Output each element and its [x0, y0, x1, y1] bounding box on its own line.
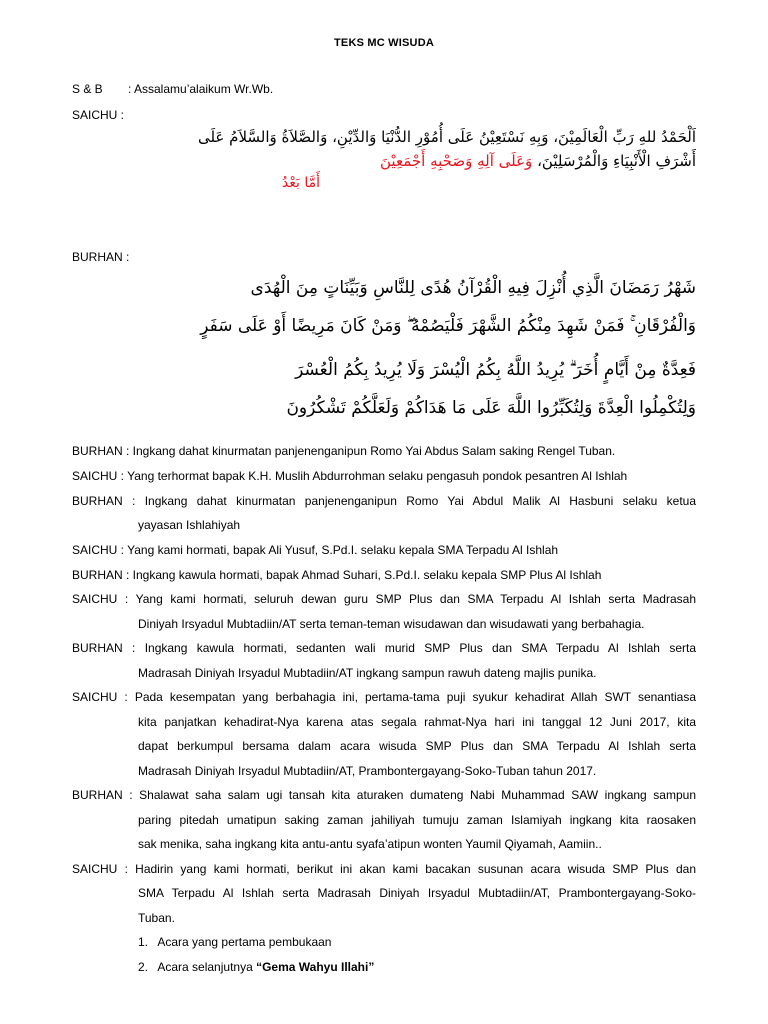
script-line: paring pitedah umatipun saking zaman jahiliyah tumuju zaman Islamiyah ingkang kita raosaken [138, 813, 696, 827]
agenda-number: 1. [138, 935, 149, 949]
arabic-prayer-line-2 [380, 152, 696, 170]
agenda-text: Acara yang pertama pembukaan [157, 935, 332, 949]
script-line: SAICHU : Pada kesempatan yang berbahagia ini, pertama-tama puji syukur kehadirat Allah SWT senantiasa [72, 690, 696, 704]
agenda-highlight: “Gema Wahyu Illahi” [256, 960, 375, 974]
script-line: SMA Terpadu Al Ishlah serta Madrasah Diniyah Irsyadul Mubtadiin/AT, Prambontergayang-Soko- [138, 886, 696, 900]
speaker-sb: S & B [72, 82, 103, 96]
opening-sb-line [72, 82, 273, 96]
script-line: Madrasah Diniyah Irsyadul Mubtadiin/AT ingkang sampun rawuh dateng majlis punika. [138, 666, 597, 680]
quran-verse-line-4: وَلِتُكْمِلُوا الْعِدَّةَ وَلِتُكَبِّرُوا اللَّهَ عَلَى مَا هَدَاكُمْ وَلَعَلَّكُمْ تَشْكُرُونَ [286, 398, 696, 418]
script-line: yayasan Ishlahiyah [138, 518, 241, 532]
agenda-item [138, 960, 374, 974]
script-line: Tuban. [138, 911, 175, 925]
script-line: dapat berkumpul bersama dalam acara wisuda SMP Plus dan SMA Terpadu Al Ishlah serta [138, 739, 696, 753]
script-line: kita panjatkan kehadirat-Nya karena atas segala rahmat-Nya hari ini tanggal 12 Juni 2017, kita [138, 715, 696, 729]
script-line: Diniyah Irsyadul Mubtadiin/AT serta teman-teman wisudawan dan wisudawati yang berbahagia. [138, 617, 645, 631]
document-title: TEKS MC WISUDA [334, 37, 434, 49]
quran-verse-line-3: فَعِدَّةٌ مِنْ أَيَّامٍ أُخَرَ ۗ يُرِيدُ اللَّهُ بِكُمُ الْيُسْرَ وَلَا يُرِيدُ بِكُمُ الْعُسْرَ [295, 360, 696, 380]
opening-saichu-line [72, 108, 124, 122]
script-line: Madrasah Diniyah Irsyadul Mubtadiin/AT, Prambontergayang-Soko-Tuban tahun 2017. [138, 764, 597, 778]
script-line: BURHAN : Ingkang kawula hormati, bapak Ahmad Suhari, S.Pd.I. selaku kepala SMP Plus Al Ishlah [72, 568, 602, 582]
agenda-text: Acara selanjutnya [157, 960, 257, 974]
script-line: SAICHU : Yang kami hormati, bapak Ali Yusuf, S.Pd.I. selaku kepala SMA Terpadu Al Ishlah [72, 543, 559, 557]
script-line: SAICHU : Yang terhormat bapak K.H. Muslih Abdurrohman selaku pengasuh pondok pesantren Al Ishlah [72, 469, 628, 483]
quran-verse-line-1: شَهْرُ رَمَضَانَ الَّذِي أُنْزِلَ فِيهِ الْقُرْآنُ هُدًى لِلنَّاسِ وَبَيِّنَاتٍ مِنَ الْهُدَى [250, 278, 696, 298]
script-line: SAICHU : Hadirin yang kami hormati, berikut ini akan kami bacakan susunan acara wisuda SMP Plus dan [72, 862, 696, 876]
script-line: BURHAN : Ingkang dahat kinurmatan panjenenganipun Romo Yai Abdul Malik Al Hasbuni selaku ketua [72, 494, 696, 508]
script-line: BURHAN : Ingkang kawula hormati, sedanten wali murid SMP Plus dan SMA Terpadu Al Ishlah serta [72, 641, 696, 655]
script-line: BURHAN : Shalawat saha salam ugi tansah kita aturaken dumateng Nabi Muhammad SAW ingkang sampun [72, 788, 696, 802]
burhan-heading: BURHAN : [72, 250, 130, 264]
script-line: sak menika, saha ingkang kita antu-antu syafa’atipun wonten Yaumil Qiyamah, Aamiin.. [138, 837, 602, 851]
script-line: BURHAN : Ingkang dahat kinurmatan panjenenganipun Romo Yai Abdus Salam saking Rengel Tuban. [72, 444, 616, 458]
quran-verse-line-2: وَالْفُرْقَانِ ۚ فَمَنْ شَهِدَ مِنْكُمُ الشَّهْرَ فَلْيَصُمْهُ ۖ وَمَنْ كَانَ مَرِيضًا أَوْ عَلَى سَفَرٍ [200, 316, 696, 336]
arabic-prayer-line-2-black: أَشْرَفِ الْأَنْبِيَاءِ وَالْمُرْسَلِيْنَ، [537, 152, 696, 170]
salam-text: : Assalamu’alaikum Wr.Wb. [128, 82, 274, 96]
script-line: SAICHU : Yang kami hormati, seluruh dewan guru SMP Plus dan SMA Terpadu Al Ishlah serta Madrasah [72, 592, 696, 606]
arabic-prayer-line-1: اَلْحَمْدُ للهِ رَبِّ الْعَالَمِيْنَ، وَبِهِ نَسْتَعِيْنُ عَلَى أُمُوْرِ الدُّنْيَا وَالدِّيْنِ، وَالصَّلاَةُ وَالسَّلاَمُ عَلَى [197, 128, 696, 146]
arabic-prayer-line-3: أَمَّا بَعْدُ [281, 175, 320, 191]
speaker-saichu: SAICHU : [72, 108, 125, 122]
agenda-item [138, 935, 331, 949]
agenda-number: 2. [138, 960, 149, 974]
arabic-prayer-line-2-red: وَعَلَى آلِهِ وَصَحْبِهِ أَجْمَعِيْنَ [380, 152, 533, 170]
